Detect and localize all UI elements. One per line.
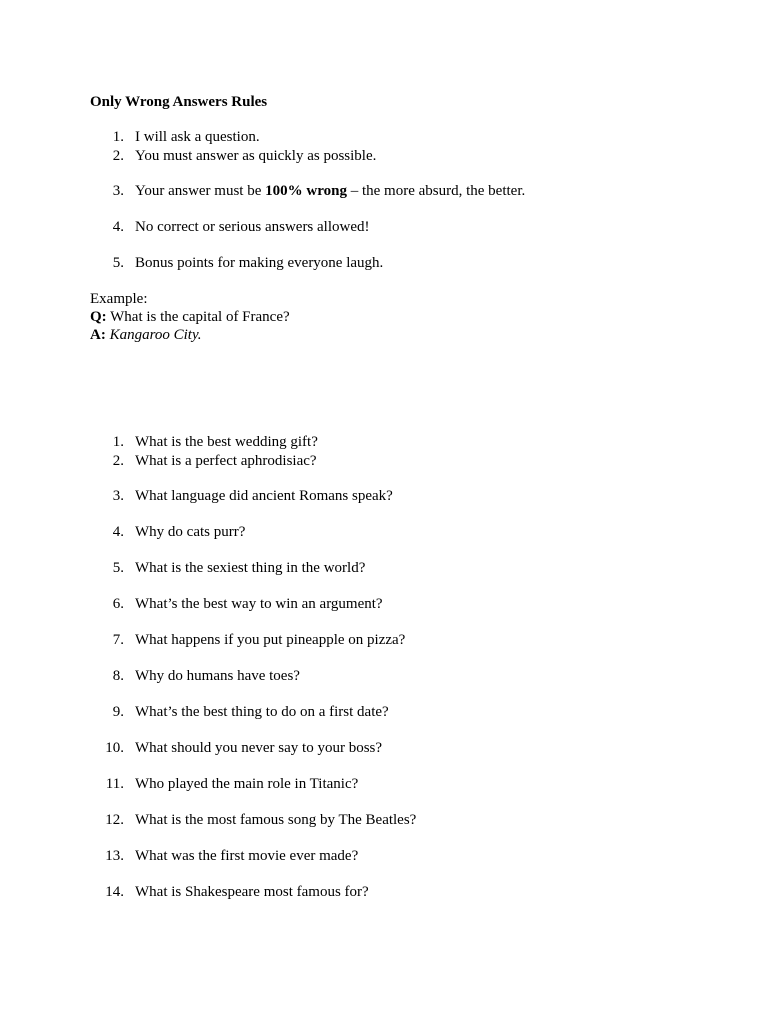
question-text: What is the best wedding gift?	[135, 434, 318, 450]
question-label: Q:	[90, 309, 107, 325]
rule-number: 2.	[112, 148, 124, 164]
answer-text: Kangaroo City.	[109, 327, 202, 343]
question-text: What is Shakespeare most famous for?	[135, 884, 369, 900]
example-answer	[90, 326, 202, 344]
example-heading: Example:	[90, 291, 148, 307]
question-text: What language did ancient Romans speak?	[135, 488, 393, 504]
question-number: 5.	[112, 560, 124, 576]
question-number: 7.	[112, 632, 124, 648]
question-number: 6.	[112, 596, 124, 612]
rule-text-emphasis: 100% wrong	[265, 183, 347, 199]
question-text: What happens if you put pineapple on pizza?	[135, 632, 406, 648]
document-title: Only Wrong Answers Rules	[90, 94, 268, 110]
question-number: 4.	[112, 524, 124, 540]
question-text: Why do cats purr?	[135, 524, 246, 540]
rule-text-end: – the more absurd, the better.	[346, 183, 526, 199]
rule-text: You must answer as quickly as possible.	[135, 148, 377, 164]
answer-label: A:	[90, 327, 106, 343]
rule-text: Bonus points for making everyone laugh.	[135, 255, 384, 271]
question-text: What was the first movie ever made?	[135, 848, 359, 864]
rule-number: 1.	[112, 129, 124, 145]
rule-text-start: Your answer must be	[135, 183, 266, 199]
question-number: 11.	[105, 776, 124, 792]
rule-number: 3.	[112, 183, 124, 199]
rule-text: I will ask a question.	[135, 129, 260, 145]
question-number: 10.	[105, 740, 124, 756]
question-text: What’s the best way to win an argument?	[135, 596, 383, 612]
example-question	[90, 308, 290, 326]
question-number: 13.	[105, 848, 124, 864]
question-text: What is a perfect aphrodisiac?	[135, 453, 317, 469]
question-text: Why do humans have toes?	[135, 668, 300, 684]
question-number: 8.	[112, 668, 124, 684]
rule-number: 4.	[112, 219, 124, 235]
question-number: 14.	[105, 884, 124, 900]
question-text: What is the most famous song by The Beatles?	[135, 812, 417, 828]
rule-number: 5.	[112, 255, 124, 271]
question-text: Who played the main role in Titanic?	[135, 776, 359, 792]
question-text: What should you never say to your boss?	[135, 740, 383, 756]
question-number: 12.	[105, 812, 124, 828]
question-number: 3.	[112, 488, 124, 504]
question-number: 1.	[112, 434, 124, 450]
rule-text: No correct or serious answers allowed!	[135, 219, 370, 235]
question-number: 9.	[112, 704, 124, 720]
question-text: What is the sexiest thing in the world?	[135, 560, 366, 576]
rule-text	[135, 182, 525, 200]
question-number: 2.	[112, 453, 124, 469]
question-text: What’s the best thing to do on a first date?	[135, 704, 389, 720]
question-text: What is the capital of France?	[106, 309, 290, 325]
